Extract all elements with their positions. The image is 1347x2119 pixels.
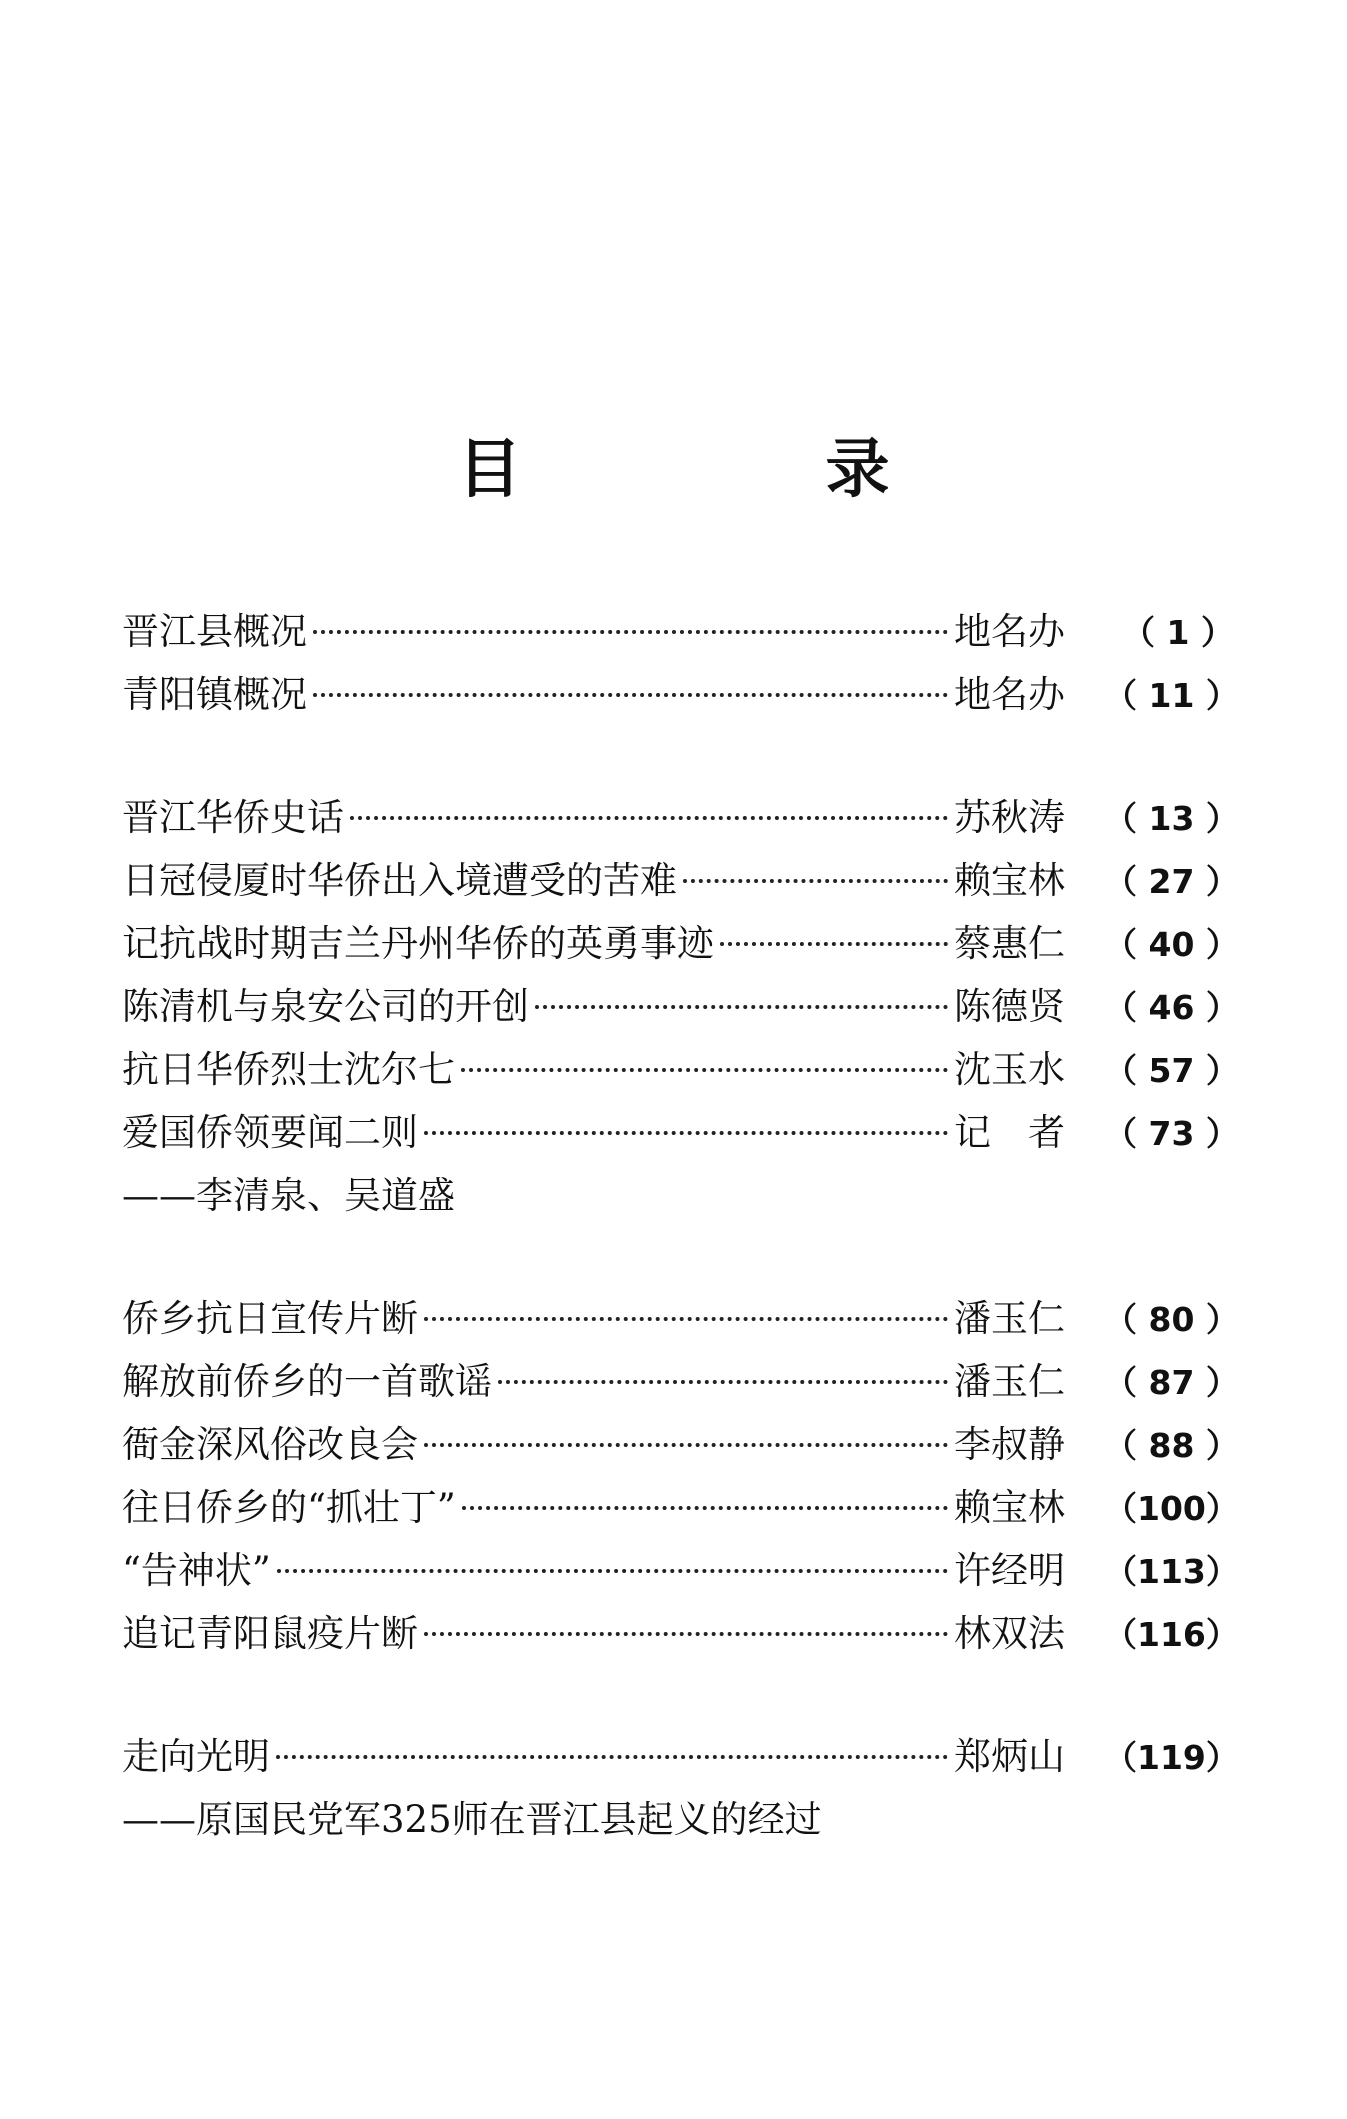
toc-entry[interactable] xyxy=(122,849,1239,912)
toc-entry[interactable] xyxy=(122,1602,1239,1665)
entry-page-number: （100） xyxy=(1104,1489,1239,1528)
toc-group xyxy=(122,600,1239,726)
table-of-contents xyxy=(122,600,1239,1911)
entry-title: 抗日华侨烈士沈尔七 xyxy=(122,1048,455,1091)
entry-title: 晋江华侨史话 xyxy=(122,796,344,839)
entry-title: 青阳镇概况 xyxy=(122,673,307,716)
entry-page-number: （ 40 ） xyxy=(1104,925,1239,964)
entry-title: 记抗战时期吉兰丹州华侨的英勇事迹 xyxy=(122,922,714,965)
dot-leader xyxy=(424,1443,948,1447)
entry-page-number: （116） xyxy=(1104,1615,1239,1654)
entry-page-number: （ 57 ） xyxy=(1104,1051,1239,1090)
toc-entry[interactable] xyxy=(122,1101,1239,1164)
dot-leader xyxy=(498,1380,948,1384)
entry-title: 解放前侨乡的一首歌谣 xyxy=(122,1360,492,1403)
entry-author: 潘玉仁 xyxy=(954,1297,1065,1340)
entry-page-number: （ 27 ） xyxy=(1104,862,1239,901)
entry-author: 潘玉仁 xyxy=(954,1360,1065,1403)
dot-leader xyxy=(683,879,948,883)
toc-group xyxy=(122,1287,1239,1665)
entry-title: 衙金深风俗改良会 xyxy=(122,1423,418,1466)
entry-page-number: （119） xyxy=(1104,1738,1239,1777)
entry-author: 苏秋涛 xyxy=(954,796,1065,839)
dot-leader xyxy=(461,1068,948,1072)
entry-author: 许经明 xyxy=(954,1549,1065,1592)
toc-entry[interactable] xyxy=(122,786,1239,849)
toc-entry[interactable] xyxy=(122,1413,1239,1476)
toc-entry[interactable] xyxy=(122,1038,1239,1101)
entry-page-number: （ 46 ） xyxy=(1104,988,1239,1027)
dot-leader xyxy=(424,1317,948,1321)
toc-entry[interactable] xyxy=(122,1350,1239,1413)
entry-page-number: （ 88 ） xyxy=(1104,1426,1239,1465)
toc-entry[interactable] xyxy=(122,663,1239,726)
toc-entry[interactable] xyxy=(122,1287,1239,1350)
entry-page-number: （ 11 ） xyxy=(1104,676,1239,715)
toc-entry[interactable] xyxy=(122,1476,1239,1539)
entry-author: 蔡惠仁 xyxy=(954,922,1065,965)
dot-leader xyxy=(276,1755,948,1759)
entry-page-number: （ 13 ） xyxy=(1104,799,1239,838)
dot-leader xyxy=(313,630,948,634)
toc-entry[interactable] xyxy=(122,912,1239,975)
entry-title: 侨乡抗日宣传片断 xyxy=(122,1297,418,1340)
toc-entry[interactable] xyxy=(122,1725,1239,1788)
entry-author: 记 者 xyxy=(954,1111,1065,1154)
entry-author: 陈德贤 xyxy=(954,985,1065,1028)
toc-entry[interactable] xyxy=(122,975,1239,1038)
entry-author: 林双法 xyxy=(954,1612,1065,1655)
entry-subtitle: ——李清泉、吴道盛 xyxy=(122,1174,455,1217)
page-title: 目 录 xyxy=(457,433,1010,507)
toc-entry[interactable] xyxy=(122,600,1234,663)
entry-title: 陈清机与泉安公司的开创 xyxy=(122,985,529,1028)
dot-leader xyxy=(313,693,948,697)
dot-leader xyxy=(720,942,948,946)
dot-leader xyxy=(277,1569,948,1573)
dot-leader xyxy=(424,1131,948,1135)
entry-author: 郑炳山 xyxy=(954,1735,1065,1778)
toc-entry[interactable] xyxy=(122,1539,1239,1602)
entry-title: 晋江县概况 xyxy=(122,610,307,653)
entry-page-number: （ 1 ） xyxy=(1122,613,1234,652)
dot-leader xyxy=(535,1005,948,1009)
dot-leader xyxy=(462,1506,948,1510)
entry-author: 赖宝林 xyxy=(954,859,1065,902)
entry-title: 追记青阳鼠疫片断 xyxy=(122,1612,418,1655)
entry-page-number: （113） xyxy=(1104,1552,1239,1591)
dot-leader xyxy=(424,1632,948,1636)
entry-author: 李叔静 xyxy=(954,1423,1065,1466)
entry-author: 地名办 xyxy=(954,673,1065,716)
entry-page-number: （ 73 ） xyxy=(1104,1114,1239,1153)
entry-author: 地名办 xyxy=(954,610,1065,653)
entry-title: 走向光明 xyxy=(122,1735,270,1778)
toc-group xyxy=(122,1725,1239,1851)
entry-title: “告神状” xyxy=(122,1549,271,1592)
entry-author: 沈玉水 xyxy=(954,1048,1065,1091)
entry-author: 赖宝林 xyxy=(954,1486,1065,1529)
entry-page-number: （ 80 ） xyxy=(1104,1300,1239,1339)
entry-title: 往日侨乡的“抓壮丁” xyxy=(122,1486,456,1529)
dot-leader xyxy=(350,816,948,820)
entry-page-number: （ 87 ） xyxy=(1104,1363,1239,1402)
entry-subtitle: ——原国民党军325师在晋江县起义的经过 xyxy=(122,1798,822,1841)
entry-title: 日冠侵厦时华侨出入境遭受的苦难 xyxy=(122,859,677,902)
entry-title: 爱国侨领要闻二则 xyxy=(122,1111,418,1154)
toc-group xyxy=(122,786,1239,1227)
